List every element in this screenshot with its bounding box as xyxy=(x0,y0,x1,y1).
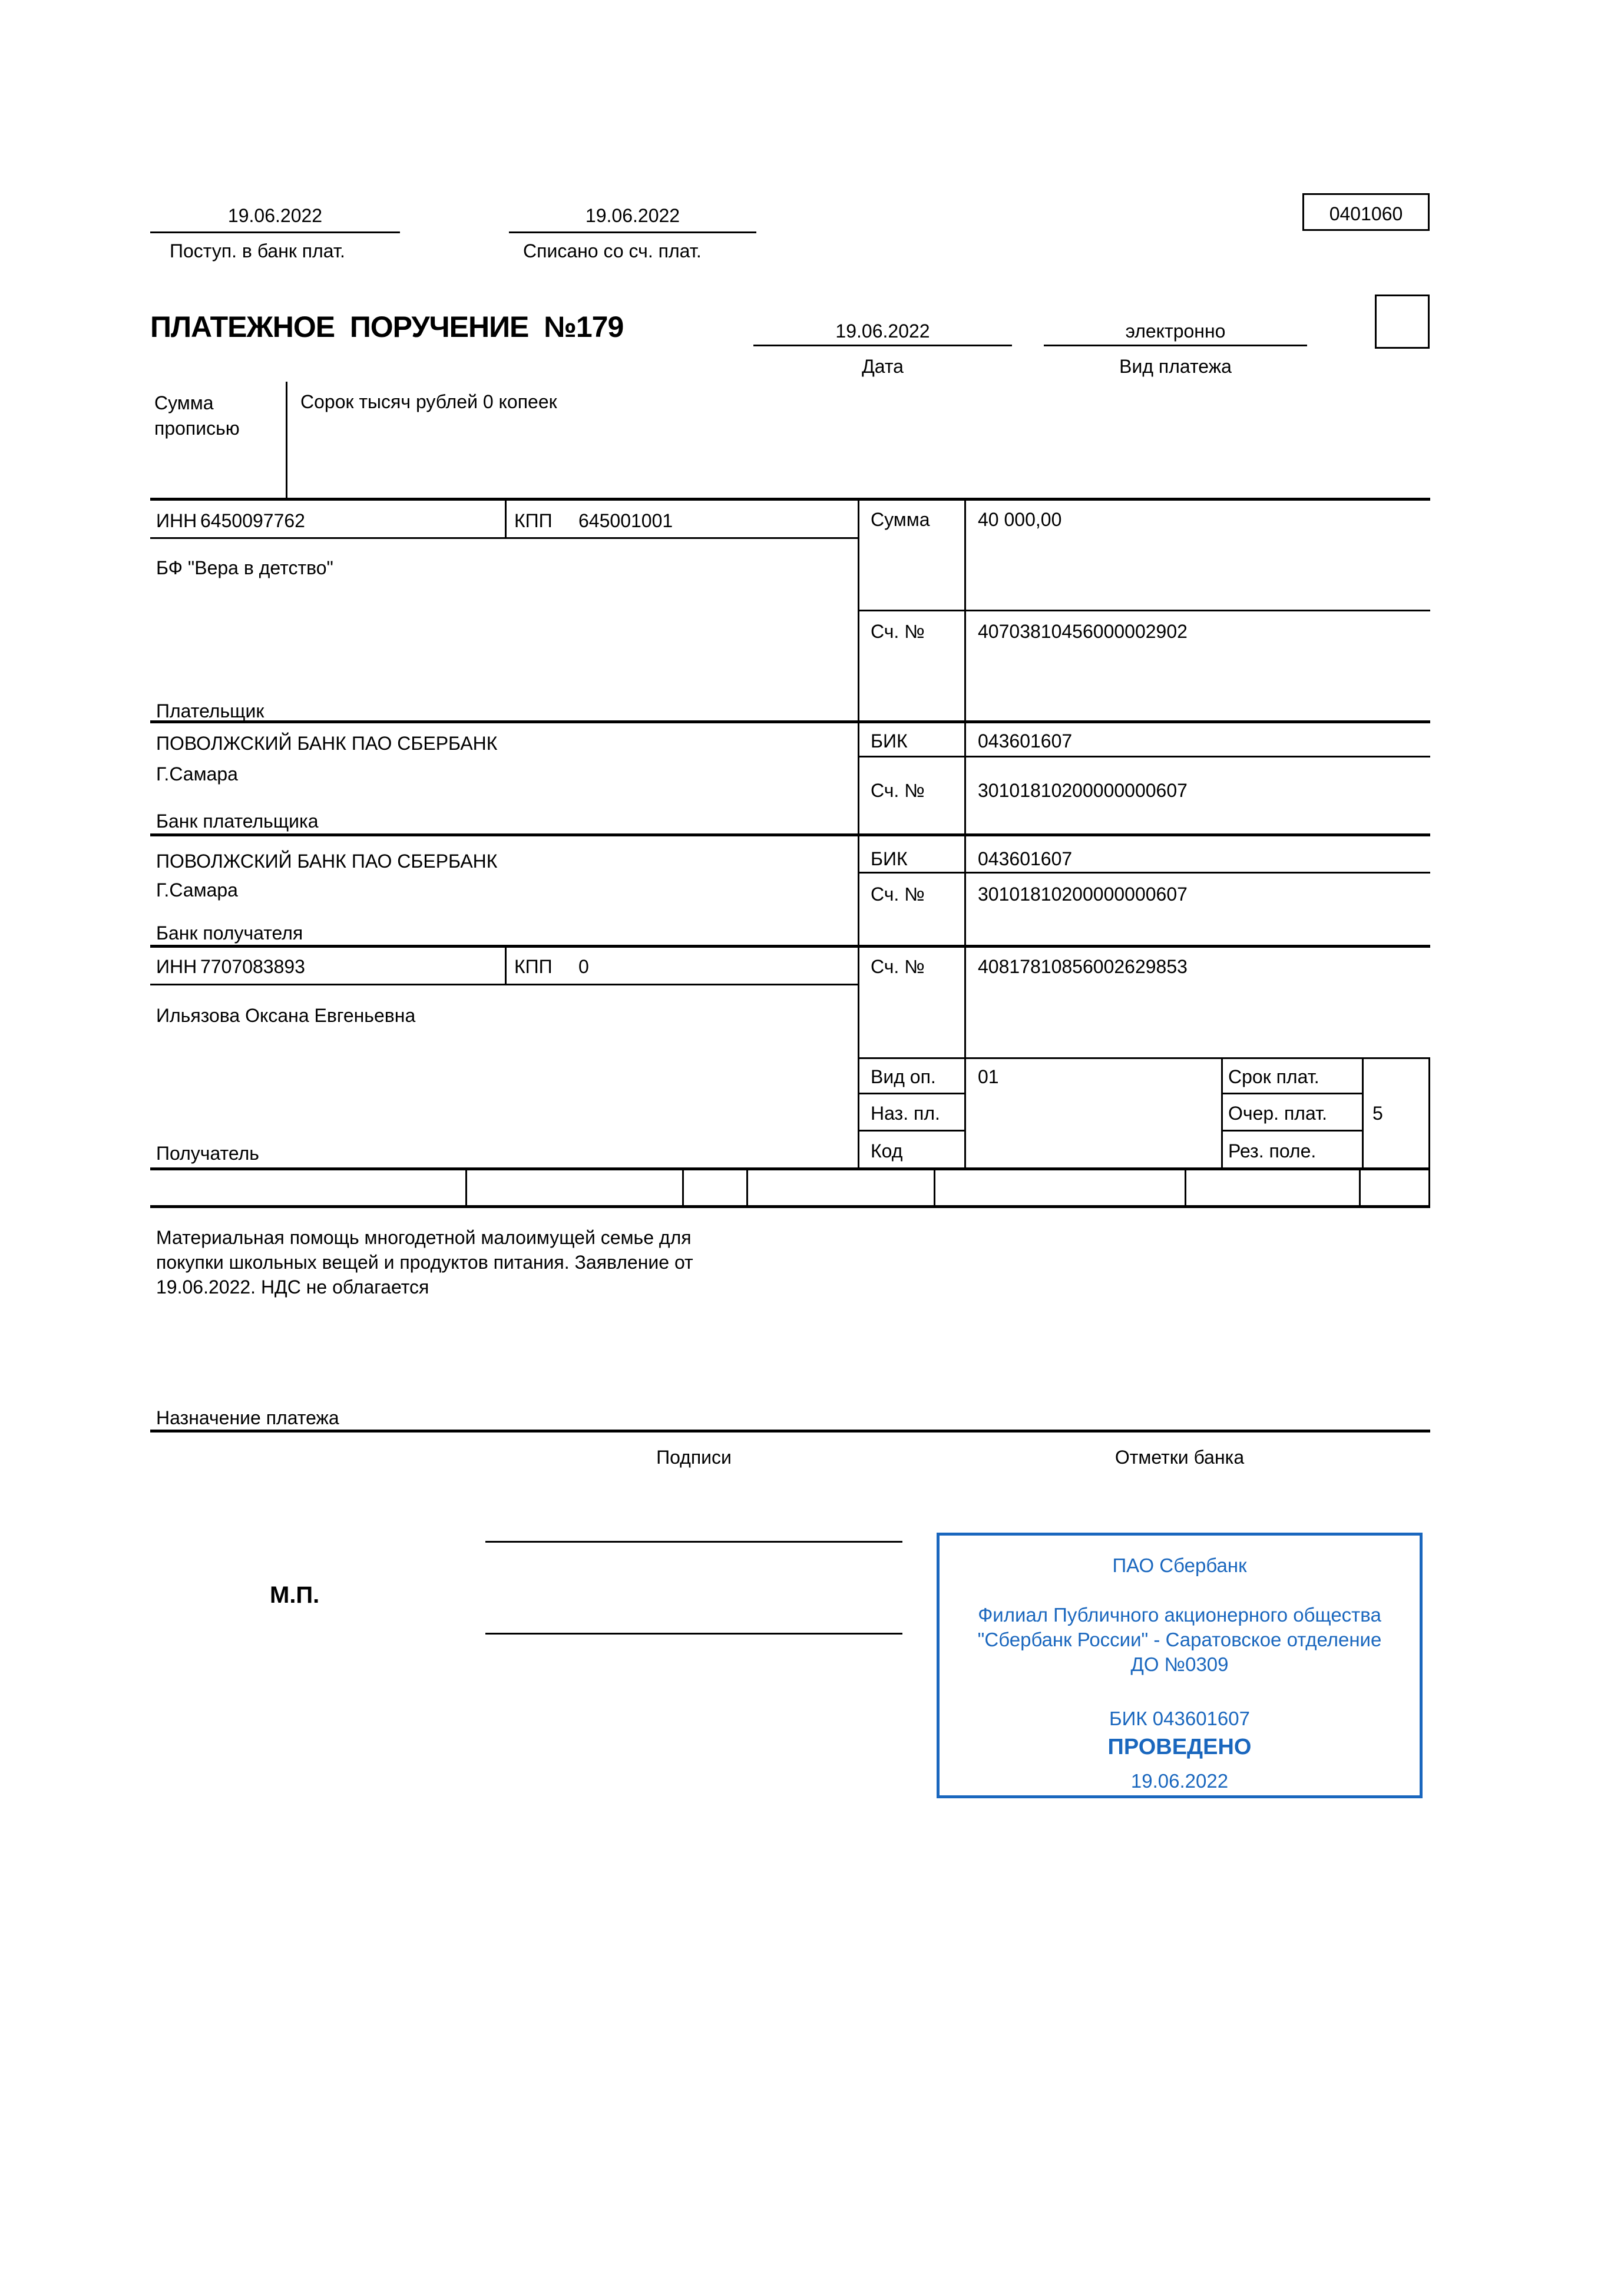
op-type-label: Вид оп. xyxy=(871,1066,936,1087)
amount-label: Сумма xyxy=(871,509,930,530)
strip-divider-3 xyxy=(746,1167,748,1207)
purpose-border xyxy=(150,1430,1430,1432)
op-label-rule-1 xyxy=(858,1093,964,1094)
reserve-label: Рез. поле. xyxy=(1228,1140,1317,1162)
strip-divider-1 xyxy=(465,1167,467,1207)
signatures-label: Подписи xyxy=(656,1447,732,1468)
pay-term-label: Срок плат. xyxy=(1228,1066,1319,1087)
beneficiary-bank-bik-rule xyxy=(858,872,1430,874)
payer-bank-city: Г.Самара xyxy=(156,763,238,785)
received-date-label: Поступ. в банк плат. xyxy=(170,240,345,262)
code-label: Код xyxy=(871,1140,903,1162)
beneficiary-inn-value: 7707083893 xyxy=(200,956,305,977)
stamp-bik: БИК 043601607 xyxy=(1109,1708,1250,1729)
strip-divider-4 xyxy=(934,1167,935,1207)
payer-kpp-value: 645001001 xyxy=(578,510,673,531)
bank-marks-label: Отметки банка xyxy=(1114,1447,1245,1468)
received-date-rule xyxy=(150,231,400,233)
beneficiary-bank-name: ПОВОЛЖСКИЙ БАНК ПАО СБЕРБАНК xyxy=(156,851,498,872)
payment-kind: электронно xyxy=(1125,320,1226,342)
amount-row-rule xyxy=(858,610,1430,611)
term-label-rule-2 xyxy=(1221,1130,1362,1132)
payment-kind-rule xyxy=(1044,345,1307,346)
payer-section-border xyxy=(150,720,1430,723)
received-date: 19.06.2022 xyxy=(227,205,323,226)
stamp-branch-line-1: Филиал Публичного акционерного общества xyxy=(978,1604,1381,1626)
beneficiary-bank-account-value: 30101810200000000607 xyxy=(978,884,1188,905)
beneficiary-bank-bik-label: БИК xyxy=(871,848,908,869)
label-column-divider xyxy=(858,498,859,1170)
doc-date: 19.06.2022 xyxy=(835,320,930,342)
beneficiary-kpp-label: КПП xyxy=(514,956,553,977)
purpose-line-1: Материальная помощь многодетной малоимущей семье для xyxy=(156,1227,692,1248)
op-label-rule-2 xyxy=(858,1130,964,1132)
debited-date: 19.06.2022 xyxy=(585,205,680,226)
payer-bank-name: ПОВОЛЖСКИЙ БАНК ПАО СБЕРБАНК xyxy=(156,733,498,754)
payer-bank-border xyxy=(150,833,1430,836)
debited-date-label: Списано со сч. плат. xyxy=(523,240,702,262)
beneficiary-kpp-divider xyxy=(505,945,507,985)
term-column-divider xyxy=(1221,1057,1223,1170)
priority-label: Очер. плат. xyxy=(1228,1103,1328,1124)
payer-kpp-divider xyxy=(505,498,507,539)
payer-name: БФ "Вера в детство" xyxy=(156,557,333,578)
purpose-line-2: покупки школьных вещей и продуктов питания. Заявление от xyxy=(156,1252,693,1273)
priority-column-divider xyxy=(1362,1057,1364,1170)
beneficiary-section-border xyxy=(150,1167,1430,1170)
pay-name-label: Наз. пл. xyxy=(871,1103,940,1124)
beneficiary-account-label: Сч. № xyxy=(871,956,925,977)
op-block-top-rule xyxy=(858,1057,1430,1059)
strip-right-border xyxy=(1428,1167,1430,1207)
strip-divider-5 xyxy=(1185,1167,1186,1207)
payer-kpp-label: КПП xyxy=(514,510,553,531)
beneficiary-bank-bik-value: 043601607 xyxy=(978,848,1073,869)
payer-account-value: 40703810456000002902 xyxy=(978,621,1188,642)
debited-date-rule xyxy=(509,231,756,233)
payer-inn-value: 6450097762 xyxy=(200,510,305,531)
op-type-value: 01 xyxy=(978,1066,999,1087)
amount-words-label-1: Сумма xyxy=(154,392,214,413)
op-block-right-border xyxy=(1428,1057,1430,1170)
beneficiary-bank-section-label: Банк получателя xyxy=(156,922,303,944)
purpose-line-3: 19.06.2022. НДС не облагается xyxy=(156,1276,429,1298)
strip-divider-6 xyxy=(1359,1167,1361,1207)
payer-bank-bik-label: БИК xyxy=(871,730,908,752)
amount-words-label-2: прописью xyxy=(154,418,240,439)
payer-inn-label: ИНН xyxy=(156,510,197,531)
payer-bank-bik-value: 043601607 xyxy=(978,730,1073,752)
doc-date-rule xyxy=(753,345,1012,346)
stamp-branch-line-2: "Сбербанк России" - Саратовское отделение xyxy=(977,1629,1382,1650)
beneficiary-bank-border xyxy=(150,945,1430,948)
priority-value: 5 xyxy=(1372,1103,1383,1124)
beneficiary-name: Ильязова Оксана Евгеньевна xyxy=(156,1005,416,1026)
payer-bank-section-label: Банк плательщика xyxy=(156,810,319,832)
signature-line-1 xyxy=(485,1541,902,1543)
beneficiary-kpp-value: 0 xyxy=(578,956,589,977)
status-checkbox xyxy=(1375,295,1430,349)
payer-inn-row-rule xyxy=(150,537,858,539)
form-code: 0401060 xyxy=(1329,203,1403,224)
fields-strip-border xyxy=(150,1205,1430,1208)
stamp-status: ПРОВЕДЕНО xyxy=(1107,1735,1252,1759)
payer-section-label: Плательщик xyxy=(156,700,264,722)
amount-words-divider xyxy=(286,382,287,498)
signature-line-2 xyxy=(485,1633,902,1635)
mp-seal-label: М.П. xyxy=(270,1582,320,1608)
payment-kind-label: Вид платежа xyxy=(1119,356,1232,377)
strip-divider-2 xyxy=(682,1167,684,1207)
document-title: ПЛАТЕЖНОЕ ПОРУЧЕНИЕ №179 xyxy=(150,310,624,343)
stamp-date: 19.06.2022 xyxy=(1130,1770,1229,1792)
doc-date-label: Дата xyxy=(862,356,904,377)
form-code-box xyxy=(1302,193,1430,231)
payer-bank-account-label: Сч. № xyxy=(871,780,925,801)
beneficiary-bank-account-label: Сч. № xyxy=(871,884,925,905)
beneficiary-inn-label: ИНН xyxy=(156,956,197,977)
beneficiary-section-label: Получатель xyxy=(156,1143,259,1164)
amount-value: 40 000,00 xyxy=(978,509,1062,530)
payer-account-label: Сч. № xyxy=(871,621,925,642)
payer-bank-bik-rule xyxy=(858,756,1430,757)
stamp-branch-line-3: ДО №0309 xyxy=(1130,1653,1229,1675)
value-column-divider xyxy=(964,498,966,1170)
payer-bank-account-value: 30101810200000000607 xyxy=(978,780,1188,801)
stamp-bank-name: ПАО Сбербанк xyxy=(1112,1554,1247,1576)
bank-stamp xyxy=(937,1533,1423,1798)
beneficiary-account-value: 40817810856002629853 xyxy=(978,956,1188,977)
beneficiary-inn-row-rule xyxy=(150,984,858,985)
amount-words-value: Сорок тысяч рублей 0 копеек xyxy=(300,391,557,412)
term-label-rule-1 xyxy=(1221,1093,1362,1094)
table-top-border xyxy=(150,498,1430,501)
purpose-label: Назначение платежа xyxy=(156,1407,339,1428)
beneficiary-bank-city: Г.Самара xyxy=(156,879,238,901)
